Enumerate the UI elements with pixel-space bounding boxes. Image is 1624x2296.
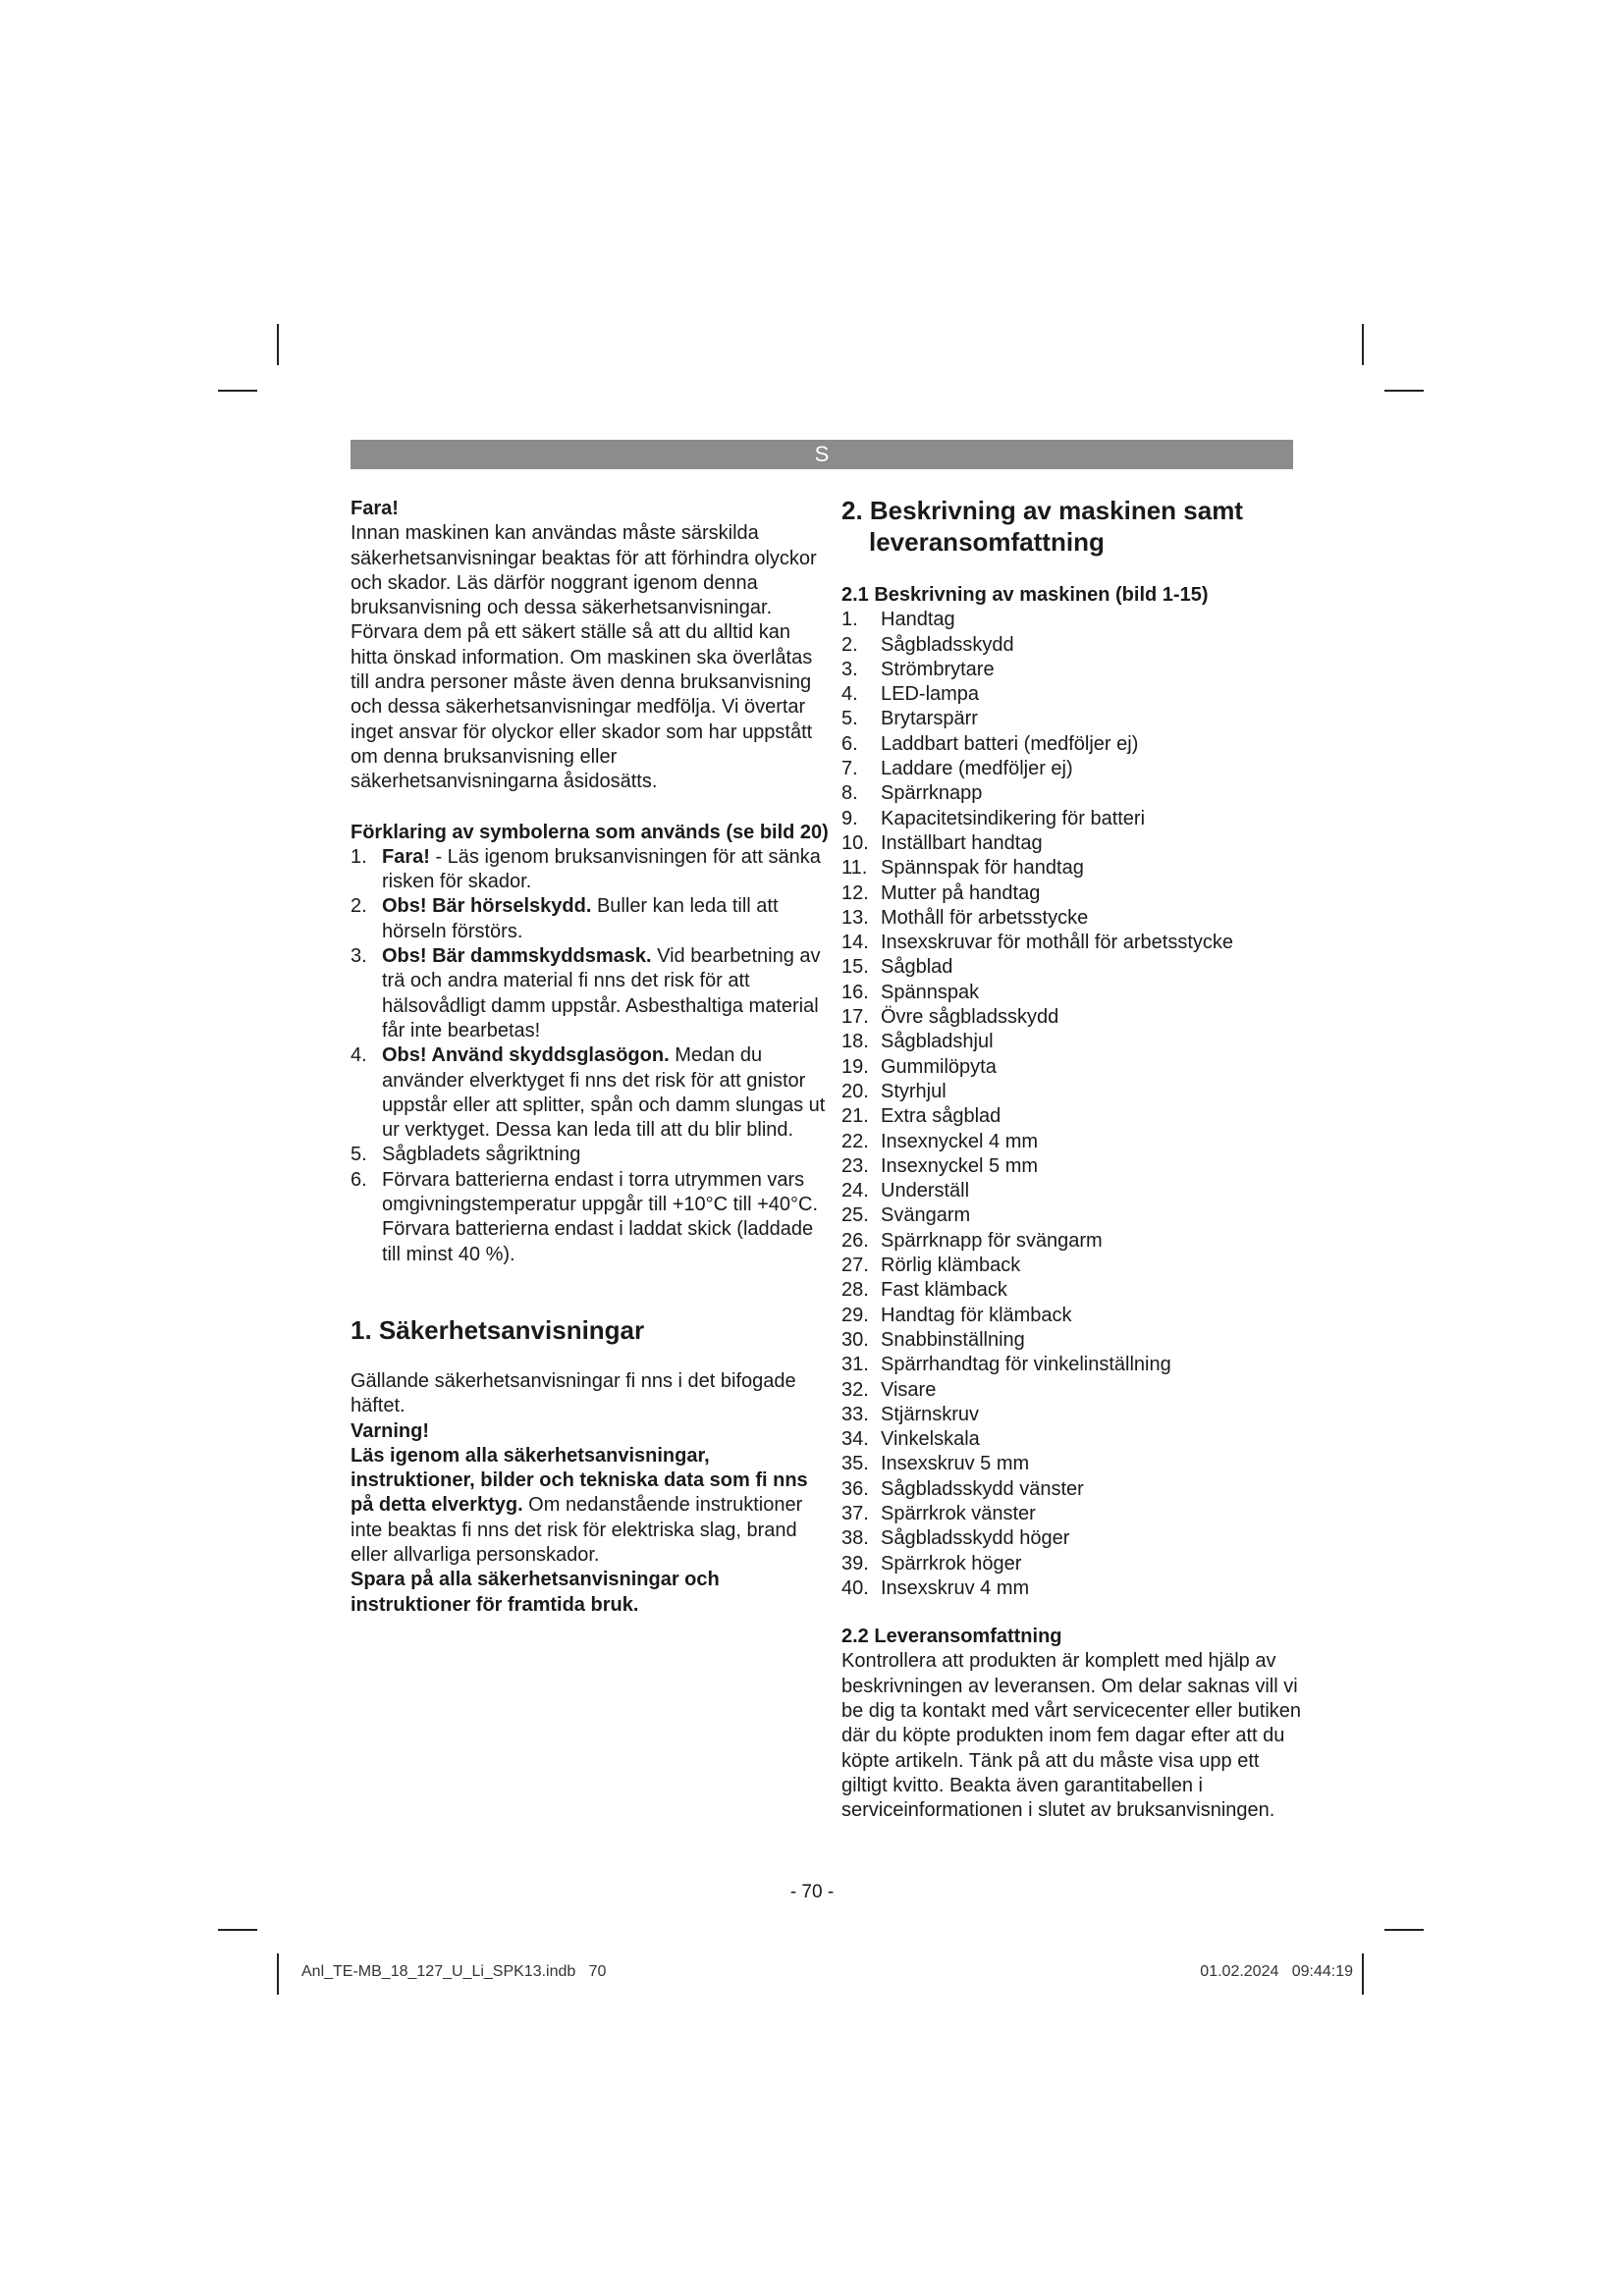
danger-title: Fara!	[351, 498, 399, 519]
list-item	[841, 906, 1303, 931]
crop-mark	[277, 324, 279, 365]
part-number: 29.	[841, 1304, 869, 1326]
list-item	[841, 981, 1303, 1005]
part-label: Gummilöpyta	[881, 1055, 997, 1078]
list-item: 4. Obs! Använd skyddsglasögon. Medan du använder elverktyget fi nns det risk för att gnistor uppstår eller att splitter, spån och damm slungas ut ur verktyget. Dessa kan leda till att du blir blind.	[351, 1044, 826, 1142]
list-item	[841, 1576, 1303, 1601]
part-number: 36.	[841, 1477, 869, 1500]
part-number: 21.	[841, 1105, 869, 1128]
part-label: Handtag för klämback	[881, 1304, 1072, 1326]
list-item: 3. Obs! Bär dammskyddsmask. Vid bearbetning av trä och andra material fi nns det risk för att hälsovådligt damm uppstår. Asbesthaltiga material får inte bearbetas!	[351, 945, 821, 1041]
part-label: Svängarm	[881, 1204, 971, 1227]
part-number: 1.	[841, 609, 858, 631]
part-label: Sågbladsskydd	[881, 633, 1014, 656]
list-item	[841, 757, 1303, 781]
part-number: 40.	[841, 1576, 869, 1599]
part-number: 2.	[841, 633, 858, 656]
part-label: Sågbladsskydd höger	[881, 1527, 1070, 1550]
crop-mark	[1362, 1953, 1364, 1995]
part-number: 5.	[841, 708, 858, 730]
part-number: 13.	[841, 906, 869, 929]
list-item	[841, 1203, 1303, 1228]
part-label: Spärrknapp för svängarm	[881, 1229, 1103, 1252]
safety-heading: 1. Säkerhetsanvisningar	[351, 1314, 645, 1345]
list-item: 6. Förvara batterierna endast i torra utrymmen vars omgivningstemperatur uppgår till +10°C till +40°C. Förvara batterierna endast i laddat skick (laddade till minst 40 %).	[351, 1168, 818, 1265]
warning-title: Varning!	[351, 1419, 430, 1442]
list-item: 1. Fara! - Läs igenom bruksanvisningen för att sänka risken för skador.	[351, 845, 821, 893]
part-label: Sågbladshjul	[881, 1031, 994, 1053]
print-timestamp: 01.02.2024 09:44:19	[1200, 1963, 1353, 1980]
parts-list	[841, 608, 1303, 1601]
part-number: 10.	[841, 831, 869, 854]
crop-mark	[277, 1953, 279, 1995]
danger-text: Innan maskinen kan användas måste särskilda säkerhetsanvisningar beaktas för att förhindra olyckor och skador. Läs därför noggrant igenom denna bruksanvisning och dessa säkerhetsanvisningar. Förvara dem på ett säkert ställe så att du alltid kan hitta önskad information. Om maskinen ska överlåtas till andra personer måste även denna bruksanvisning och dessa säkerhetsanvisningar medfölja. Vi övertar inget ansvar för olyckor eller skador som har uppstått om denna bruksanvisning eller säkerhetsanvisningarna åsidosätts.	[351, 522, 817, 793]
part-number: 11.	[841, 857, 868, 880]
part-number: 27.	[841, 1255, 869, 1277]
part-number: 4.	[841, 683, 858, 706]
part-label: Övre sågbladsskydd	[881, 1006, 1059, 1029]
machine-description-title: 2.1 Beskrivning av maskinen (bild 1-15)	[841, 584, 1209, 606]
list-item	[841, 881, 1303, 906]
part-label: Extra sågblad	[881, 1105, 1001, 1128]
part-number: 16.	[841, 981, 869, 1003]
part-number: 34.	[841, 1428, 869, 1451]
part-number: 17.	[841, 1006, 869, 1029]
part-number: 32.	[841, 1378, 869, 1401]
right-column	[841, 495, 1303, 1824]
list-item	[841, 1080, 1303, 1104]
part-number: 23.	[841, 1154, 869, 1177]
list-item	[841, 1477, 1303, 1502]
list-item	[841, 1130, 1303, 1154]
part-number: 30.	[841, 1328, 869, 1351]
list-item	[841, 1304, 1303, 1328]
part-label: Insexnyckel 4 mm	[881, 1130, 1039, 1152]
list-item	[841, 682, 1303, 707]
save-instructions-text: Spara på alla säkerhetsanvisningar och instruktioner för framtida bruk.	[351, 1569, 720, 1616]
list-item	[841, 856, 1303, 881]
list-item	[841, 1229, 1303, 1254]
description-heading: 2. Beskrivning av maskinen samt leveransomfattning	[841, 496, 1243, 557]
list-item	[841, 1552, 1303, 1576]
part-label: Snabbinställning	[881, 1328, 1025, 1351]
list-item	[841, 1526, 1303, 1551]
list-item	[841, 1104, 1303, 1129]
part-number: 22.	[841, 1130, 869, 1152]
part-label: Vinkelskala	[881, 1428, 980, 1451]
part-label: Sågblad	[881, 956, 953, 979]
part-label: Brytarspärr	[881, 708, 978, 730]
part-label: Mothåll för arbetsstycke	[881, 906, 1089, 929]
part-label: Kapacitetsindikering för batteri	[881, 807, 1146, 829]
part-number: 15.	[841, 956, 869, 979]
part-label: Spännspak för handtag	[881, 857, 1084, 880]
list-item	[841, 1154, 1303, 1179]
part-number: 39.	[841, 1552, 869, 1575]
symbols-list	[351, 845, 830, 1267]
part-number: 12.	[841, 881, 869, 904]
list-item	[841, 1278, 1303, 1303]
part-label: Spärrkrok vänster	[881, 1502, 1036, 1524]
list-item	[841, 1353, 1303, 1377]
part-label: Insexskruv 5 mm	[881, 1453, 1030, 1475]
list-item	[841, 1452, 1303, 1476]
part-number: 26.	[841, 1229, 869, 1252]
list-item	[841, 1179, 1303, 1203]
part-number: 3.	[841, 658, 858, 680]
crop-mark	[1384, 390, 1424, 392]
crop-mark	[1362, 324, 1364, 365]
list-item	[841, 807, 1303, 831]
part-label: Laddbart batteri (medföljer ej)	[881, 732, 1139, 755]
crop-mark	[218, 390, 257, 392]
list-item	[841, 831, 1303, 856]
part-label: Strömbrytare	[881, 658, 995, 680]
part-label: Fast klämback	[881, 1279, 1007, 1302]
list-item	[841, 1378, 1303, 1403]
list-item	[841, 707, 1303, 731]
part-number: 18.	[841, 1031, 869, 1053]
list-item	[841, 1030, 1303, 1054]
list-item: 2. Obs! Bär hörselskydd. Buller kan leda till att hörseln förstörs.	[351, 895, 779, 942]
part-label: Handtag	[881, 609, 955, 631]
list-item	[841, 1328, 1303, 1353]
list-item	[841, 1502, 1303, 1526]
symbols-title: Förklaring av symbolerna som används (se bild 20)	[351, 821, 829, 843]
part-number: 38.	[841, 1527, 869, 1550]
list-item: 5. Sågbladets sågriktning	[351, 1144, 581, 1166]
part-number: 31.	[841, 1354, 869, 1376]
part-label: Spärrknapp	[881, 782, 983, 805]
part-number: 6.	[841, 732, 858, 755]
safety-intro: Gällande säkerhetsanvisningar fi nns i det bifogade häftet.	[351, 1369, 796, 1417]
delivery-scope-title: 2.2 Leveransomfattning	[841, 1626, 1062, 1648]
list-item	[841, 658, 1303, 682]
part-label: Laddare (medföljer ej)	[881, 758, 1073, 780]
part-number: 19.	[841, 1055, 869, 1078]
list-item	[841, 732, 1303, 757]
list-item	[841, 955, 1303, 980]
list-item	[841, 1427, 1303, 1452]
part-number: 20.	[841, 1080, 869, 1102]
file-name: Anl_TE-MB_18_127_U_Li_SPK13.indb 70	[301, 1963, 607, 1980]
part-number: 35.	[841, 1453, 869, 1475]
part-label: Inställbart handtag	[881, 831, 1043, 854]
list-item	[841, 1254, 1303, 1278]
part-label: Styrhjul	[881, 1080, 947, 1102]
list-item	[841, 633, 1303, 658]
part-number: 7.	[841, 758, 858, 780]
language-header-bar	[351, 440, 1293, 469]
delivery-scope-text: Kontrollera att produkten är komplett med hjälp av beskrivningen av leveransen. Om delar saknas vill vi be dig ta kontakt med vårt servicecenter eller butiken där du köpte produkten inom fem dagar efter att du köpte artikeln. Tänk på att du måste visa upp ett giltigt kvitto. Beakta även garantitabellen i serviceinformationen i slutet av bruksanvisningen.	[841, 1650, 1302, 1822]
list-item	[841, 931, 1303, 955]
list-item	[841, 1403, 1303, 1427]
part-label: Rörlig klämback	[881, 1255, 1021, 1277]
language-code: S	[814, 442, 830, 466]
part-number: 14.	[841, 932, 869, 954]
list-item	[841, 608, 1303, 632]
part-label: Underställ	[881, 1180, 970, 1202]
part-label: Stjärnskruv	[881, 1403, 980, 1425]
part-label: Sågbladsskydd vänster	[881, 1477, 1084, 1500]
part-label: Insexnyckel 5 mm	[881, 1154, 1039, 1177]
list-item	[841, 1005, 1303, 1030]
part-number: 25.	[841, 1204, 869, 1227]
part-label: Spännspak	[881, 981, 980, 1003]
part-number: 9.	[841, 807, 858, 829]
part-label: Insexskruv 4 mm	[881, 1576, 1030, 1599]
part-number: 37.	[841, 1502, 869, 1524]
part-label: Visare	[881, 1378, 937, 1401]
warning-text: Läs igenom alla säkerhetsanvisningar, instruktioner, bilder och tekniska data som fi nns på detta elverktyg. Om nedanstående instruktioner inte beaktas fi nns det risk för elektriska slag, brand eller allvarliga personskador.	[351, 1444, 808, 1566]
crop-mark	[1384, 1929, 1424, 1931]
part-number: 28.	[841, 1279, 869, 1302]
crop-mark	[218, 1929, 257, 1931]
part-number: 8.	[841, 782, 858, 805]
left-column	[351, 497, 830, 1618]
page-number: - 70 -	[789, 1882, 835, 1902]
list-item	[841, 781, 1303, 806]
part-label: Mutter på handtag	[881, 881, 1041, 904]
part-label: Insexskruvar för mothåll för arbetsstycke	[881, 932, 1234, 954]
part-number: 33.	[841, 1403, 869, 1425]
part-number: 24.	[841, 1180, 869, 1202]
part-label: Spärrhandtag för vinkelinställning	[881, 1354, 1171, 1376]
part-label: LED-lampa	[881, 683, 980, 706]
part-label: Spärrkrok höger	[881, 1552, 1022, 1575]
list-item	[841, 1055, 1303, 1080]
